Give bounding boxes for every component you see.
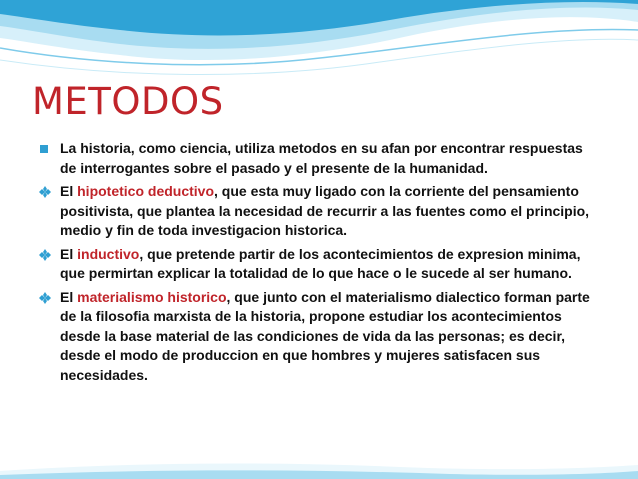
highlighted-term: hipotetico deductivo xyxy=(77,183,215,199)
bullet-item xyxy=(38,245,598,284)
bullet-text: La historia, como ciencia, utiliza metodos en su afan por encontrar respuestas de interrogantes sobre el pasado y el presente de la humanidad. xyxy=(60,140,583,176)
bullet-item xyxy=(38,182,598,241)
bullet-item xyxy=(38,288,598,386)
bullet-text: El xyxy=(60,245,78,262)
bullet-text: El xyxy=(60,183,78,199)
diamond-bullet-icon xyxy=(38,288,54,307)
slide-title: METODOS xyxy=(32,80,224,123)
highlighted-term: inductivo xyxy=(77,245,140,262)
bullet-text: El xyxy=(60,288,78,305)
diamond-bullet-icon xyxy=(38,182,54,201)
highlighted-term: materialismo historico xyxy=(77,288,227,305)
bullet-text: , que junto con el materialismo dialectico forman parte de la filosofia marxista de la historia, propone estudiar los acontecimientos desde la base material de las condiciones de vida da las personas; es decir, desde el modo de produccion en que hombres y mujeres satisfacen sus necesidades. xyxy=(60,288,590,383)
square-bullet-icon xyxy=(38,139,54,158)
diamond-bullet-icon xyxy=(38,245,54,264)
bullet-item xyxy=(38,139,598,178)
bullet-text: , que esta muy ligado con la corriente del pensamiento positivista, que plantea la necesidad de recurrir a las fuentes como el principio, medio y fin de toda investigacion historica. xyxy=(60,183,590,238)
bullet-list xyxy=(38,139,598,389)
footer-wave-decoration xyxy=(0,449,638,479)
bullet-text: , que pretende partir de los acontecimientos de expresion minima, que permirtan explicar la totalidad de lo que hace o le sucede al ser humano. xyxy=(60,245,581,281)
header-wave-decoration xyxy=(0,0,638,90)
